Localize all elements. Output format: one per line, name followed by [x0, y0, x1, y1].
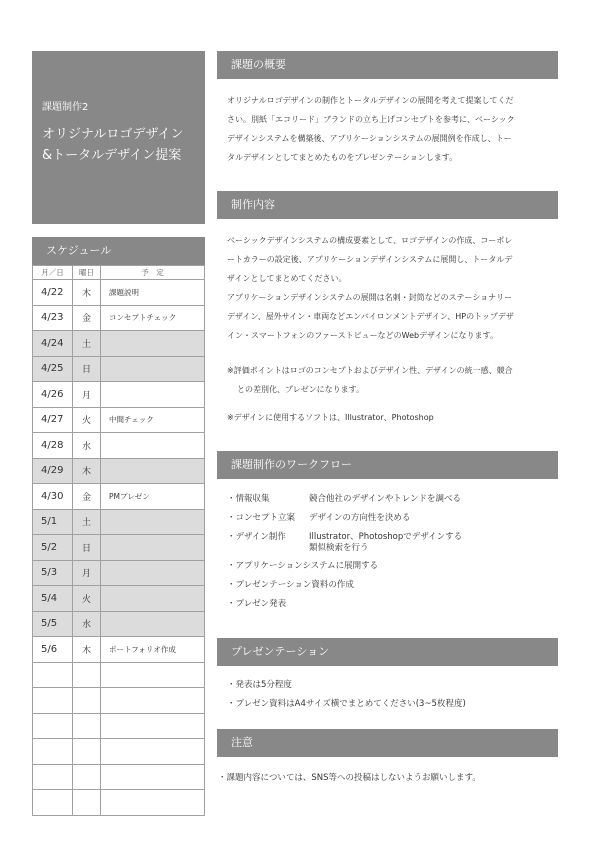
- schedule-row: [33, 739, 205, 765]
- caution-text: ・課題内容については、SNS等への投稿はしないようお願いします。: [218, 773, 481, 783]
- schedule-day: 水: [73, 433, 101, 459]
- schedule-day: 土: [73, 331, 101, 357]
- schedule-plan: ポートフォリオ作成: [101, 637, 205, 663]
- schedule-plan: [101, 382, 205, 408]
- schedule-plan: [101, 611, 205, 637]
- schedule-day: [73, 764, 101, 790]
- schedule-date: [33, 739, 73, 765]
- schedule-date: 5/6: [33, 637, 73, 663]
- schedule-row: [33, 305, 205, 331]
- schedule-date: 5/5: [33, 611, 73, 637]
- schedule-date: 4/27: [33, 407, 73, 433]
- schedule-row: [33, 688, 205, 714]
- column-header-date: 月／日: [33, 266, 73, 280]
- schedule-plan: [101, 509, 205, 535]
- schedule-row: [33, 560, 205, 586]
- column-header-plan: 予 定: [101, 266, 205, 280]
- workflow-desc-line: Illustrator、Photoshopでデザインする: [309, 532, 463, 542]
- evaluation-note: [227, 361, 557, 399]
- schedule-date: 4/30: [33, 484, 73, 510]
- schedule-plan: [101, 790, 205, 816]
- schedule-table: [32, 265, 205, 816]
- schedule-day: [73, 688, 101, 714]
- schedule-row: [33, 662, 205, 688]
- presentation-item: ・発表は5分程度: [227, 680, 292, 690]
- schedule-row: [33, 331, 205, 357]
- schedule-plan: [101, 586, 205, 612]
- overview-heading: 課題の概要: [217, 51, 558, 79]
- schedule-day: [73, 790, 101, 816]
- schedule-row: [33, 764, 205, 790]
- workflow-list: [227, 494, 557, 562]
- workflow-heading: 課題制作のワークフロー: [217, 451, 558, 479]
- workflow-item: [227, 494, 557, 505]
- schedule-plan: コンセプトチェック: [101, 305, 205, 331]
- schedule-date: [33, 764, 73, 790]
- schedule-day: 日: [73, 356, 101, 382]
- schedule-day: 月: [73, 382, 101, 408]
- evaluation-note-line: ※評価ポイントはロゴのコンセプトおよびデザイン性、デザインの統一感、競合: [227, 366, 513, 375]
- workflow-desc-line: 類似検索を行う: [309, 543, 369, 553]
- schedule-row: [33, 458, 205, 484]
- schedule-plan: [101, 356, 205, 382]
- schedule-row: [33, 484, 205, 510]
- content-line: ザインとしてまとめてください。: [227, 274, 347, 283]
- workflow-desc: デザインの方向性を決める: [309, 513, 411, 523]
- schedule-plan: [101, 713, 205, 739]
- workflow-extra-item: ・プレゼンテーション資料の作成: [227, 580, 354, 590]
- assignment-title-line1: オリジナルロゴデザイン: [42, 127, 184, 142]
- schedule-date: [33, 688, 73, 714]
- overview-line: オリジナルロゴデザインの制作とトータルデザインの展開を考えて提案してくだ: [227, 96, 514, 105]
- workflow-extra-item: ・アプリケーションシステムに展開する: [227, 561, 379, 571]
- schedule-date: 5/1: [33, 509, 73, 535]
- schedule-day: 木: [73, 280, 101, 306]
- schedule-day: 木: [73, 458, 101, 484]
- schedule-day: 木: [73, 637, 101, 663]
- workflow-desc: 競合他社のデザインやトレンドを調べる: [309, 494, 462, 504]
- schedule-day: 土: [73, 509, 101, 535]
- schedule-plan: 課題説明: [101, 280, 205, 306]
- schedule-day: [73, 713, 101, 739]
- workflow-step: ・コンセプト立案: [227, 513, 296, 523]
- schedule-plan: [101, 688, 205, 714]
- schedule-date: 4/23: [33, 305, 73, 331]
- workflow-extra-list: [227, 557, 557, 614]
- column-header-day: 曜日: [73, 266, 101, 280]
- schedule-plan: [101, 739, 205, 765]
- overview-line: さい。別紙「エコリード」ブランドの立ち上げコンセプトを参考に、ベーシック: [227, 115, 515, 124]
- workflow-item: [227, 513, 557, 524]
- schedule-plan: [101, 331, 205, 357]
- schedule-date: 4/29: [33, 458, 73, 484]
- content-line: イン・スマートフォンのファーストビューなどのWebデザインになります。: [227, 331, 498, 340]
- assignment-number: 課題制作2: [42, 102, 89, 113]
- schedule-date: 5/3: [33, 560, 73, 586]
- software-note: ※デザインに使用するソフトは、Illustrator、Photoshop: [227, 413, 434, 422]
- schedule-plan: PMプレゼン: [101, 484, 205, 510]
- schedule-row: [33, 382, 205, 408]
- schedule-date: [33, 790, 73, 816]
- schedule-day: 日: [73, 535, 101, 561]
- schedule-day: [73, 739, 101, 765]
- schedule-plan: [101, 433, 205, 459]
- content-line: アプリケーションデザインシステムの展開は名刺・封筒などのステーショナリー: [227, 293, 513, 302]
- workflow-desc: [309, 532, 557, 554]
- workflow-step: ・情報収集: [227, 494, 270, 504]
- schedule-plan: 中間チェック: [101, 407, 205, 433]
- schedule-date: 4/22: [33, 280, 73, 306]
- presentation-list: [227, 676, 557, 714]
- evaluation-note-line: との差別化、プレゼンになります。: [237, 385, 365, 394]
- schedule-row: [33, 280, 205, 306]
- content-line: ートカラーの設定後、アプリケーションデザインシステムに展開し、トータルデ: [227, 255, 513, 264]
- content-line: ベーシックデザインシステムの構成要素として、ロゴデザインの作成、コーポレ: [227, 236, 513, 245]
- schedule-panel: [32, 237, 205, 816]
- schedule-row: [33, 637, 205, 663]
- caution-heading: 注意: [217, 729, 558, 757]
- schedule-plan: [101, 458, 205, 484]
- schedule-row: [33, 535, 205, 561]
- workflow-step: ・デザイン制作: [227, 532, 286, 542]
- schedule-row: [33, 790, 205, 816]
- schedule-row: [33, 433, 205, 459]
- presentation-heading: プレゼンテーション: [217, 638, 558, 666]
- overview-line: タルデザインとしてまとめたものをプレゼンテーションします。: [227, 153, 458, 162]
- schedule-row: [33, 611, 205, 637]
- schedule-date: 4/24: [33, 331, 73, 357]
- schedule-day: [73, 662, 101, 688]
- schedule-date: 4/25: [33, 356, 73, 382]
- schedule-day: 月: [73, 560, 101, 586]
- schedule-row: [33, 586, 205, 612]
- schedule-row: [33, 509, 205, 535]
- overview-text: [227, 91, 557, 167]
- schedule-day: 金: [73, 305, 101, 331]
- schedule-date: 4/26: [33, 382, 73, 408]
- schedule-date: [33, 713, 73, 739]
- schedule-day: 火: [73, 586, 101, 612]
- schedule-header-row: [33, 266, 205, 280]
- schedule-date: 5/2: [33, 535, 73, 561]
- schedule-day: 金: [73, 484, 101, 510]
- schedule-row: [33, 356, 205, 382]
- schedule-plan: [101, 662, 205, 688]
- schedule-plan: [101, 560, 205, 586]
- presentation-item: ・プレゼン資料はA4サイズ横でまとめてください(3~5枚程度): [227, 699, 466, 709]
- schedule-date: 5/4: [33, 586, 73, 612]
- workflow-item: [227, 532, 557, 554]
- schedule-row: [33, 713, 205, 739]
- schedule-row: [33, 407, 205, 433]
- content-line: デザイン、屋外サイン・車両などエンバイロンメントデザイン、HPのトップデザ: [227, 312, 514, 321]
- title-block: [32, 51, 205, 224]
- content-text: [227, 231, 557, 345]
- assignment-title-line2: &トータルデザイン提案: [42, 148, 182, 163]
- content-heading: 制作内容: [217, 191, 558, 219]
- schedule-day: 水: [73, 611, 101, 637]
- schedule-date: 4/28: [33, 433, 73, 459]
- schedule-plan: [101, 535, 205, 561]
- overview-line: デザインシステムを構築後、アプリケーションシステムの展開例を作成し、トー: [227, 134, 512, 143]
- schedule-date: [33, 662, 73, 688]
- workflow-extra-item: ・プレゼン発表: [227, 599, 287, 609]
- schedule-day: 火: [73, 407, 101, 433]
- schedule-plan: [101, 764, 205, 790]
- schedule-heading: スケジュール: [32, 237, 205, 265]
